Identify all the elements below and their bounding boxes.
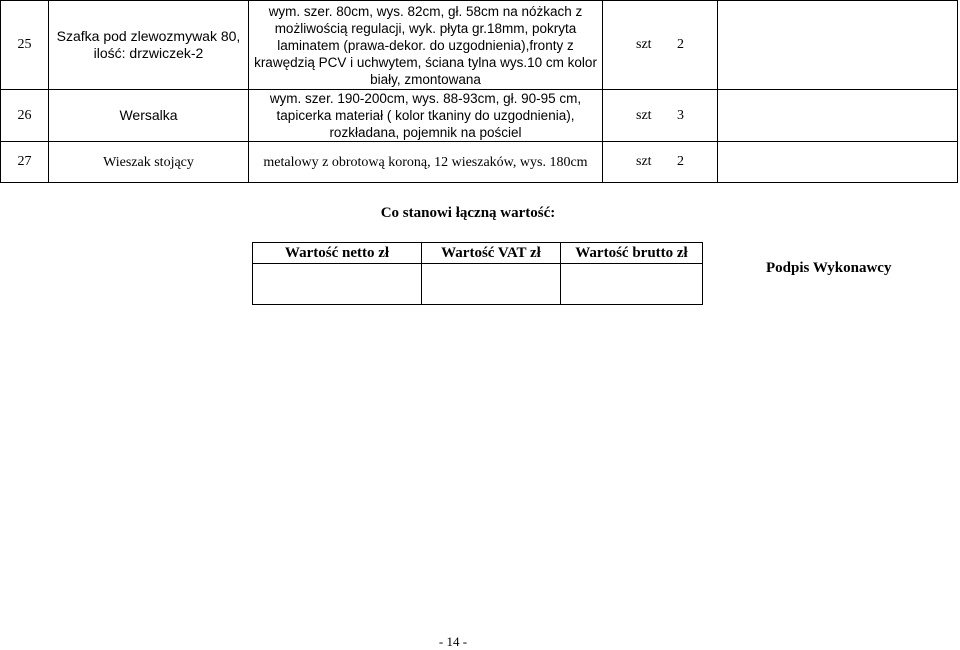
table-row xyxy=(1,90,958,142)
description-line: możliwością regulacji, wyk. płyta gr.18mm, pokryta xyxy=(274,20,577,36)
gross-value-field[interactable] xyxy=(561,264,703,305)
gross-value-header: Wartość brutto zł xyxy=(561,243,703,264)
description-line: wym. szer. 190-200cm, wys. 88-93cm, gł. 90-95 cm, xyxy=(269,91,582,106)
table-row xyxy=(1,1,958,90)
item-description xyxy=(249,1,603,90)
description-line: wym. szer. 80cm, wys. 82cm, gł. 58cm na nóżkach z xyxy=(268,3,583,19)
unit: szt xyxy=(636,107,652,123)
item-description xyxy=(249,142,603,183)
description-line: biały, zmontowana xyxy=(370,71,481,87)
items-table xyxy=(0,0,958,183)
unit: szt xyxy=(636,37,652,52)
unit: szt xyxy=(636,154,652,169)
item-description xyxy=(249,90,603,142)
net-value-field[interactable] xyxy=(253,264,422,305)
description-line: krawędzią PCV i uchwytem, ściana tylna wys.10 cm kolor xyxy=(254,54,597,70)
summary-title: Co stanowi łączną wartość: xyxy=(380,205,556,221)
item-name: Szafka pod zlewozmywak 80, ilość: drzwiczek-2 xyxy=(49,1,249,90)
description-line: rozkładana, pojemnik na pościel xyxy=(329,125,522,140)
description-line: metalowy z obrotową koroną, 12 wieszaków, wys. 180cm xyxy=(263,154,588,170)
vat-value-header: Wartość VAT zł xyxy=(422,243,561,264)
description-line: tapicerka materiał ( kolor tkaniny do uzgodnienia), xyxy=(276,108,575,123)
row-number: 26 xyxy=(1,90,49,142)
item-name: Wieszak stojący xyxy=(49,142,249,183)
quantity: 2 xyxy=(677,154,684,169)
price-cell xyxy=(718,1,958,90)
contractor-signature-label: Podpis Wykonawcy xyxy=(766,260,892,276)
totals-table xyxy=(252,242,703,305)
unit-qty-cell xyxy=(603,90,718,142)
unit-qty-cell xyxy=(603,1,718,90)
page-number: - 14 - xyxy=(438,634,468,649)
description-line: laminatem (prawa-dekor. do uzgodnienia),fronty z xyxy=(277,37,574,53)
quantity: 3 xyxy=(677,107,684,123)
totals-value-row xyxy=(253,264,703,305)
unit-qty-cell xyxy=(603,142,718,183)
table-row xyxy=(1,142,958,183)
price-cell xyxy=(718,142,958,183)
quantity: 2 xyxy=(677,37,684,52)
net-value-header: Wartość netto zł xyxy=(253,243,422,264)
row-number: 27 xyxy=(1,142,49,183)
row-number: 25 xyxy=(1,1,49,90)
totals-header-row xyxy=(253,243,703,264)
item-name: Wersalka xyxy=(49,90,249,142)
vat-value-field[interactable] xyxy=(422,264,561,305)
price-cell xyxy=(718,90,958,142)
